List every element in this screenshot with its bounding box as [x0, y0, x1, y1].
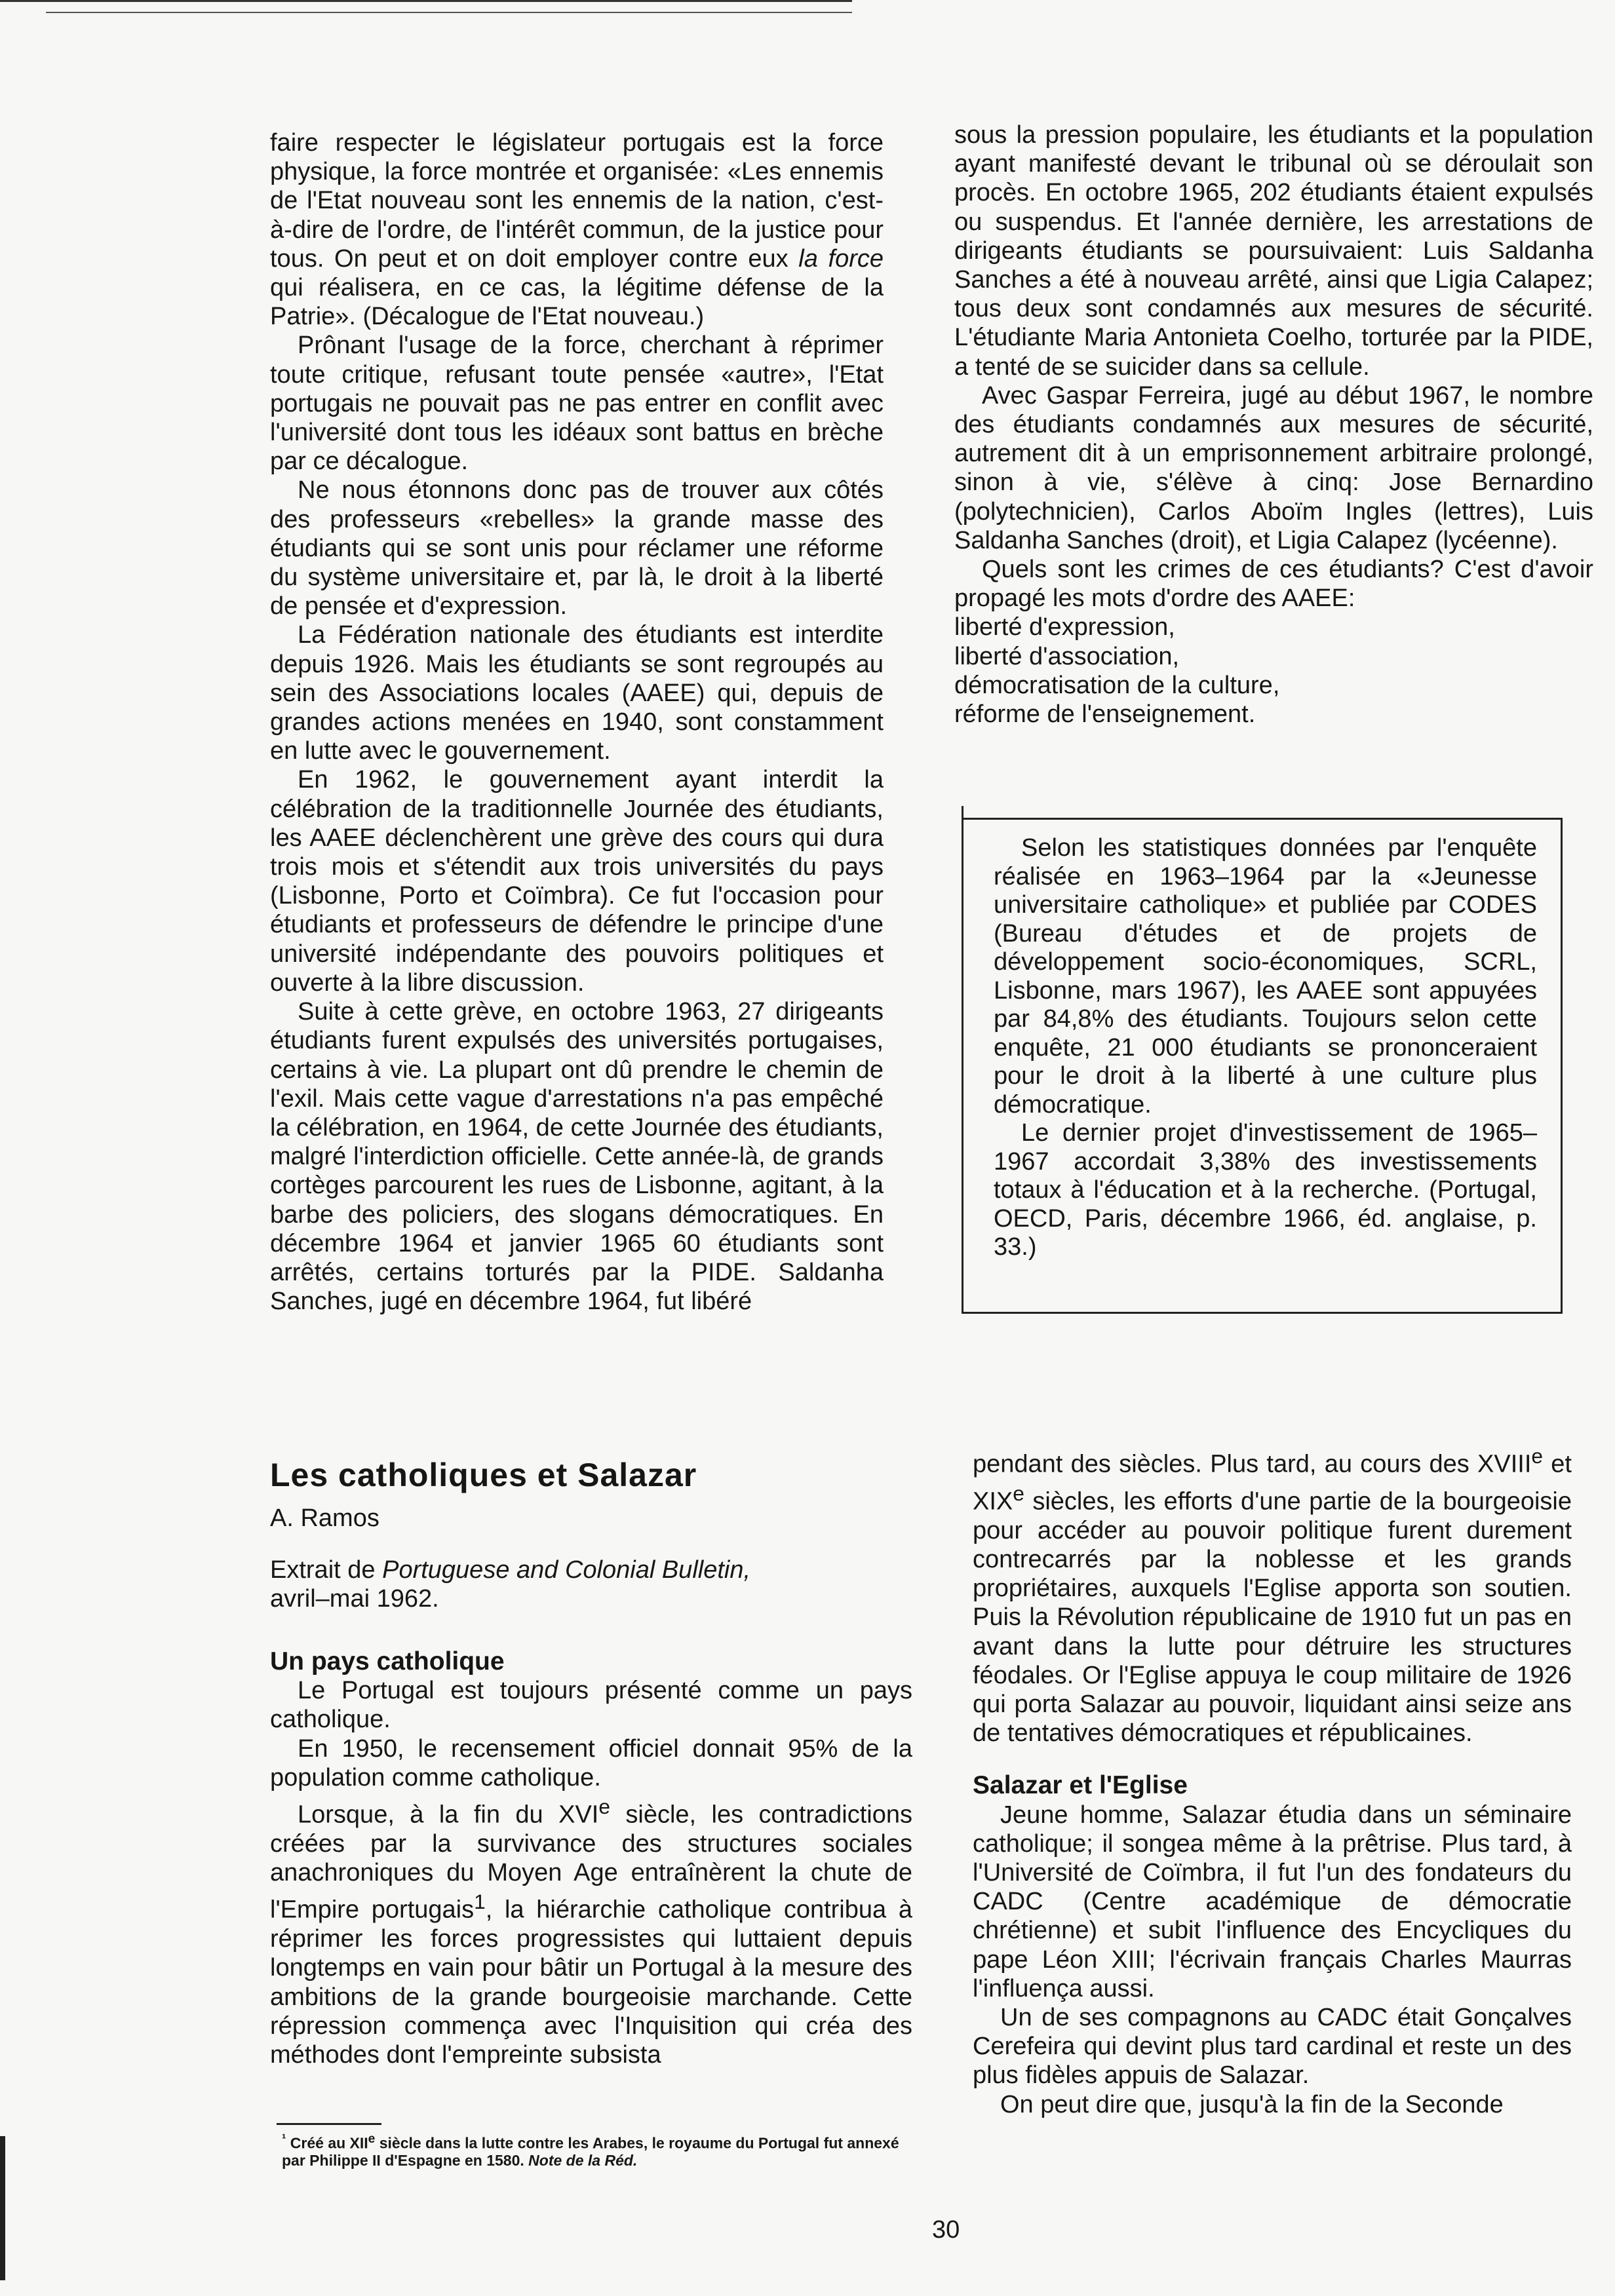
section-heading: Salazar et l'Eglise — [973, 1771, 1188, 1800]
scan-edge-line — [46, 12, 852, 13]
paragraph: sous la pression populaire, les étudiants et la population ayant manifesté devant le tribunal où se déroulait son procès. En octobre 1965, 202 étudiants étaient expulsés ou suspendus. Et l'année dernière, les arrestations de dirigeants étudiants se poursuivaient: Luis Saldanha Sanches a été à nouveau arrêté, ainsi que Ligia Calapez; tous deux sont condamnés aux mesures de sécurité. L'étudiante Maria Antonieta Coelho, torturée par la PIDE, a tenté de se suicider dans sa cellule. — [954, 121, 1593, 381]
footnote-rule — [277, 2123, 381, 2125]
paragraph: Ne nous étonnons donc pas de trouver aux côtés des professeurs «rebelles» la grande masse des étudiants qui se sont unis pour réclamer une réforme du système universitaire et, par là, le droit à la liberté de pensée et d'expression. — [270, 476, 884, 621]
footnote-marker: 1 — [474, 1890, 486, 1914]
article-author: A. Ramos — [270, 1504, 379, 1532]
list-item: liberté d'association, — [954, 642, 1180, 670]
paragraph: pendant des siècles. Plus tard, au cours des XVIIIe et XIXe siècles, les efforts d'une partie de la bourgeoisie pour accéder au pouvoir politique furent durement contrecarrés par la noblesse et les grands propriétaires, auxquels l'Eglise apporta son soutien. Puis la Révolution républicaine de 1910 fut un pas en avant dans la lutte pour détruire les structures féodales. Or l'Eglise appuya le coup militaire de 1926 qui porta Salazar au pouvoir, liquidant ainsi seize ans de tentatives démocratiques et républicaines. — [973, 1444, 1572, 1748]
box-corner-mark — [962, 806, 963, 819]
article-source: Extrait de Portuguese and Colonial Bulletin, avril–mai 1962. — [270, 1556, 751, 1613]
upper-left-column — [270, 128, 884, 1316]
scan-margin-mark — [0, 2136, 5, 2280]
paragraph: Selon les statistiques données par l'enquête réalisée en 1963–1964 par la «Jeunesse universitaire catholique» et publiée par CODES (Bureau d'études et de projets de développement socio-économiques, SCRL, Lisbonne, mars 1967), les AAEE sont appuyées par 84,8% des étudiants. Toujours selon cette enquête, 21 000 étudiants se prononceraient pour le droit à la liberté à une culture plus démocratique. — [994, 834, 1537, 1119]
paragraph: En 1950, le recensement officiel donnait 95% de la population comme catholique. — [270, 1734, 912, 1791]
paragraph: Un de ses compagnons au CADC était Gonçalves Cerefeira qui devint plus tard cardinal et reste un des plus fidèles appuis de Salazar. — [973, 2003, 1572, 2090]
list-item: réforme de l'enseignement. — [954, 700, 1256, 729]
lower-right-column — [973, 1442, 1572, 2119]
upper-right-column — [954, 121, 1593, 729]
paragraph: La Fédération nationale des étudiants est interdite depuis 1926. Mais les étudiants se sont regroupés au sein des Associations locales (AAEE) qui, depuis de grandes actions menées en 1940, sont constamment en lutte avec le gouvernement. — [270, 621, 884, 765]
list-item: liberté d'expression, — [954, 613, 1175, 641]
footnote: $^{^1}$ Créé au XIIe siècle dans la lutte contre les Arabes, le royaume du Portugal fut annexé par Philippe II d'Espagne en 1580. Note de la Réd. — [282, 2132, 899, 2169]
paragraph: Prônant l'usage de la force, cherchant à réprimer toute critique, refusant toute pensée «autre», l'Etat portugais ne pouvait pas ne pas entrer en conflit avec l'université dont tous les idéaux sont battus en brèche par ce décalogue. — [270, 332, 884, 476]
lower-left-column — [270, 1647, 912, 2069]
section-heading: Un pays catholique — [270, 1647, 505, 1675]
slogan-list — [954, 613, 1593, 729]
paragraph: On peut dire que, jusqu'à la fin de la Seconde — [1000, 2090, 1504, 2118]
paragraph: Avec Gaspar Ferreira, jugé au début 1967, le nombre des étudiants condamnés aux mesures de sécurité, autrement dit à un emprisonnement arbitraire prolongé, sinon à vie, s'élève à cinq: Jose Bernardino (polytechnicien), Carlos Aboïm Ingles (lettres), Luis Saldanha Sanches (droit), et Ligia Calapez (lycéenne). — [954, 381, 1593, 554]
paragraph: Le dernier projet d'investissement de 1965–1967 accordait 3,38% des investissements totaux à l'éducation et à la recherche. (Portugal, OECD, Paris, décembre 1966, éd. anglaise, p. 33.) — [994, 1119, 1537, 1261]
paragraph: Quels sont les crimes de ces étudiants? C'est d'avoir propagé les mots d'ordre des AAEE: — [954, 556, 1593, 613]
scan-edge-line — [0, 0, 852, 6]
paragraph: Suite à cette grève, en octobre 1963, 27 dirigeants étudiants furent expulsés des universités portugaises, certains à vie. La plupart ont dû prendre le chemin de l'exil. Mais cette vague d'arrestations n'a pas empêché la célébration, en 1964, de cette Journée des étudiants, malgré l'interdiction officielle. Cette année-là, de grands cortèges parcourent les rues de Lisbonne, agitant, à la barbe des policiers, des slogans démocratiques. En décembre 1964 et janvier 1965 60 étudiants sont arrêtés, certains torturés par la PIDE. Saldanha Sanches, jugé en décembre 1964, fut libéré — [270, 998, 884, 1316]
article-title: Les catholiques et Salazar — [270, 1457, 697, 1493]
paragraph: Le Portugal est toujours présenté comme un pays catholique. — [270, 1677, 912, 1734]
paragraph: Lorsque, à la fin du XVIe siècle, les contradictions créées par la survivance des structures sociales anachroniques du Moyen Age entraînèrent la chute de l'Empire portugais$^1$, la hiérarchie catholique contribua à réprimer les forces progressistes qui luttaient depuis longtemps en vain pour bâtir un Portugal à la mesure des ambitions de la grande bourgeoisie marchande. Cette répression commença avec l'Inquisition qui créa des méthodes dont l'empreinte subsista — [270, 1795, 913, 2069]
paragraph: faire respecter le législateur portugais est la force physique, la force montrée et organisée: «Les ennemis de l'Etat nouveau sont les ennemis de la nation, c'est-à-dire de l'ordre, de l'intérêt commun, de la justice pour tous. On peut et on doit employer contre eux la force qui réalisera, en ce cas, la légitime défense de la Patrie». (Décalogue de l'Etat nouveau.) — [270, 129, 884, 331]
paragraph: En 1962, le gouvernement ayant interdit la célébration de la traditionnelle Journée des étudiants, les AAEE déclenchèrent une grève des cours qui dura trois mois et s'étendit aux trois universités du pays (Lisbonne, Porto et Coïmbra). Ce fut l'occasion pour étudiants et professeurs de défendre le principe d'une université indépendante des pouvoirs politiques et ouverte à la libre discussion. — [270, 766, 884, 997]
statistics-box — [962, 818, 1563, 1314]
paragraph: Jeune homme, Salazar étudia dans un séminaire catholique; il songea même à la prêtrise. Plus tard, à l'Université de Coïmbra, il fut l'un des fondateurs du CADC (Centre académique de démocratie chrétienne) et subit l'influence des Encycliques du pape Léon XIII; l'écrivain français Charles Maurras l'influença aussi. — [973, 1801, 1572, 2002]
list-item: démocratisation de la culture, — [954, 671, 1280, 699]
page-number: 30 — [932, 2216, 960, 2244]
